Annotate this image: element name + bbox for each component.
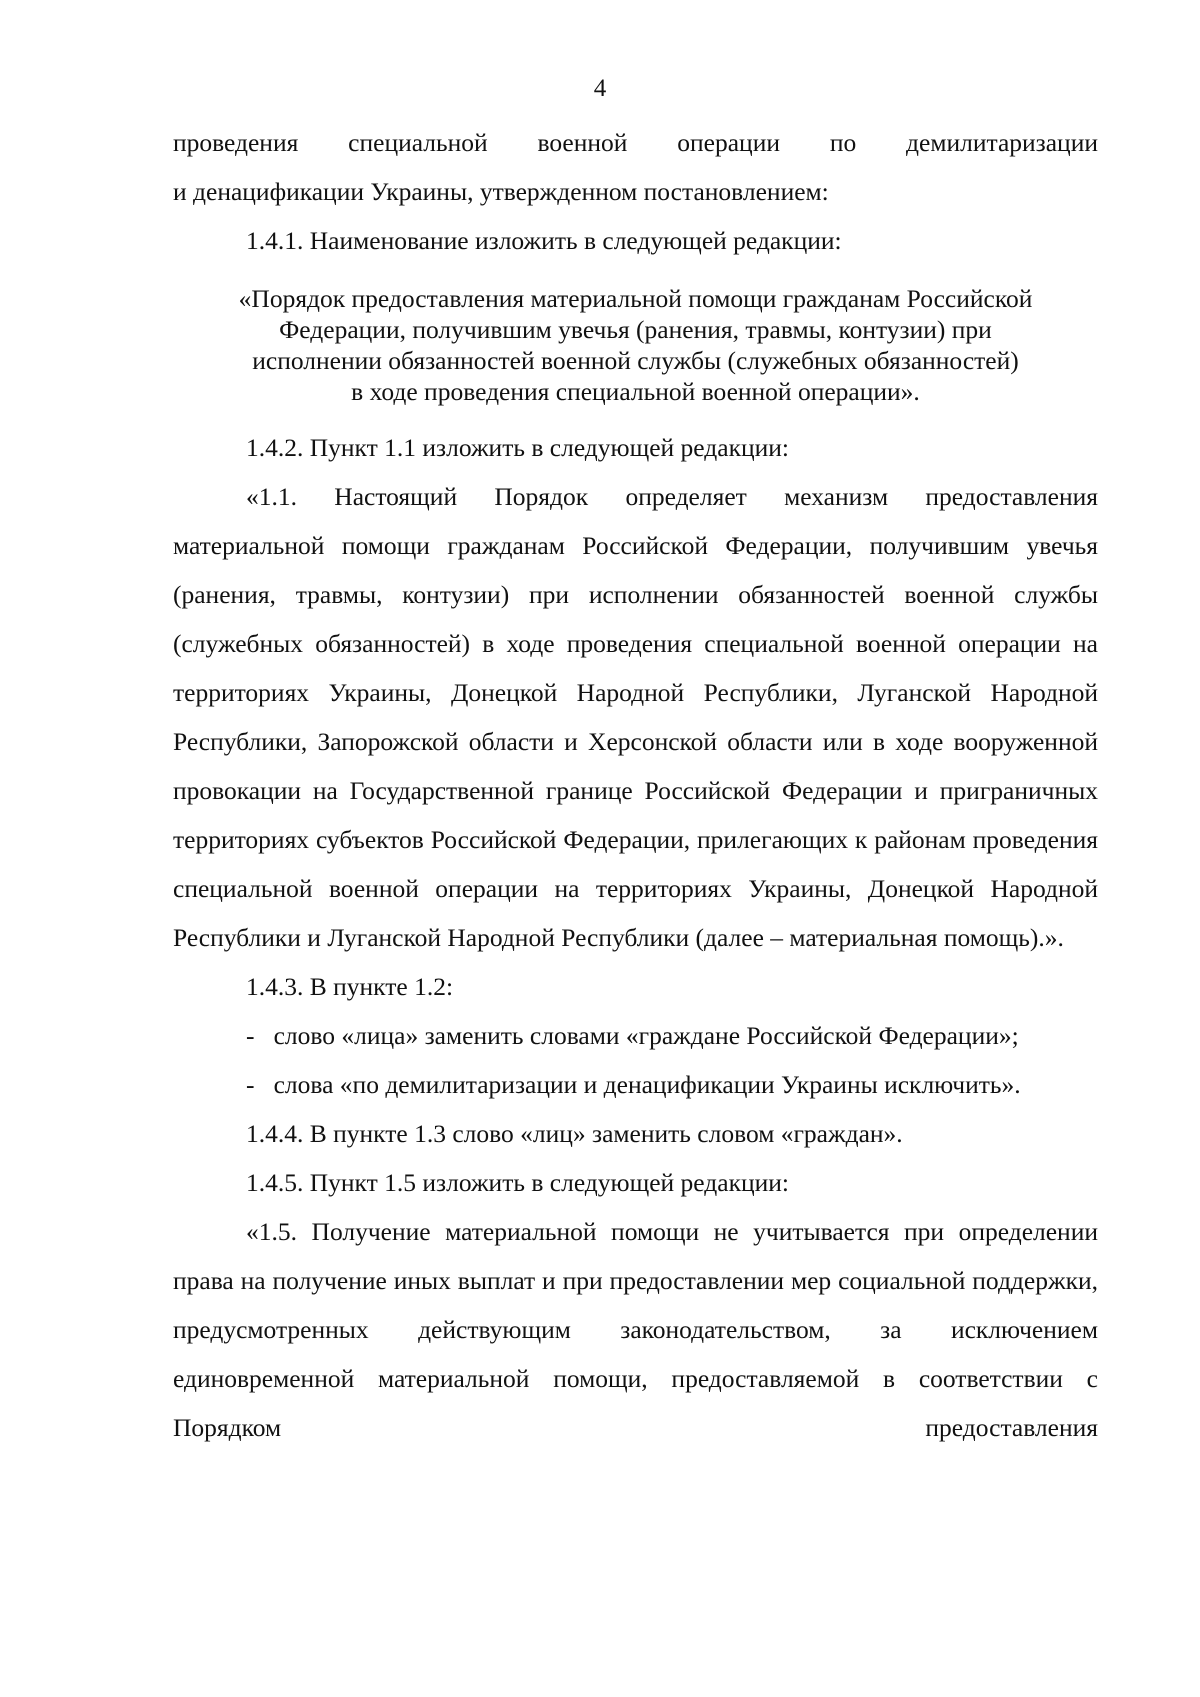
quoted-title-line: Федерации, получившим увечья (ранения, травмы, контузии) при (279, 315, 992, 344)
paragraph-1-4-4: 1.4.4. В пункте 1.3 слово «лиц» заменить словом «граждан». (246, 1119, 903, 1148)
page-number: 4 (593, 75, 607, 102)
paragraph-1-5-text (173, 1207, 1098, 1452)
paragraph-1-4-3: 1.4.3. В пункте 1.2: (246, 972, 454, 1001)
paragraph-1-4-1: 1.4.1. Наименование изложить в следующей редакции: (246, 226, 842, 255)
paragraph-1-4-2: 1.4.2. Пункт 1.1 изложить в следующей редакции: (246, 433, 789, 462)
dash-item-1: - слово «лица» заменить словами «граждане Российской Федерации»; (246, 1021, 1019, 1050)
paragraph-1-1-text: «1.1. Настоящий Порядок определяет механизм предоставления материальной помощи гражданам Российской Федерации, получившим увечья (ранения, травмы, контузии) при исполнении обязанностей военной службы (служебных обязанностей) в ходе проведения специальной военной операции на территориях Украины, Донецкой Народной Республики, Луганской Народной Республики, Запорожской области и Херсонской области или в ходе вооруженной провокации на Государственной границе Российской Федерации и приграничных территориях субъектов Российской Федерации, прилегающих к районам проведения специальной военной операции на территориях Украины, Донецкой Народной Республики и Луганской Народной Республики (далее – материальная помощь).». (173, 482, 1098, 952)
paragraph-continuation-line-2: и денацификации Украины, утвержденном постановлением: (173, 177, 829, 206)
paragraph-1-5-last-line: помощи, предоставляемой в соответствии с Порядком предоставления (173, 1364, 1098, 1442)
document-body (173, 118, 1098, 1452)
dash-item-2: - слова «по демилитаризации и денацификации Украины исключить». (246, 1070, 1021, 1099)
quoted-title-line: в ходе проведения специальной военной операции». (351, 377, 920, 406)
quoted-title-line: исполнении обязанностей военной службы (служебных обязанностей) (252, 346, 1019, 375)
paragraph-continuation-line-1: проведения специальной военной операции по демилитаризации (173, 128, 1098, 157)
paragraph-1-5-main: «1.5. Получение материальной помощи не учитывается при определении права на получение иных выплат и при предоставлении мер социальной поддержки, предусмотренных действующим законодательством, за исключением единовременной материальной (173, 1217, 1098, 1393)
quoted-title-line: «Порядок предоставления материальной помощи гражданам Российской (238, 284, 1033, 313)
quoted-title-block (173, 283, 1098, 407)
paragraph-1-4-5: 1.4.5. Пункт 1.5 изложить в следующей редакции: (246, 1168, 789, 1197)
